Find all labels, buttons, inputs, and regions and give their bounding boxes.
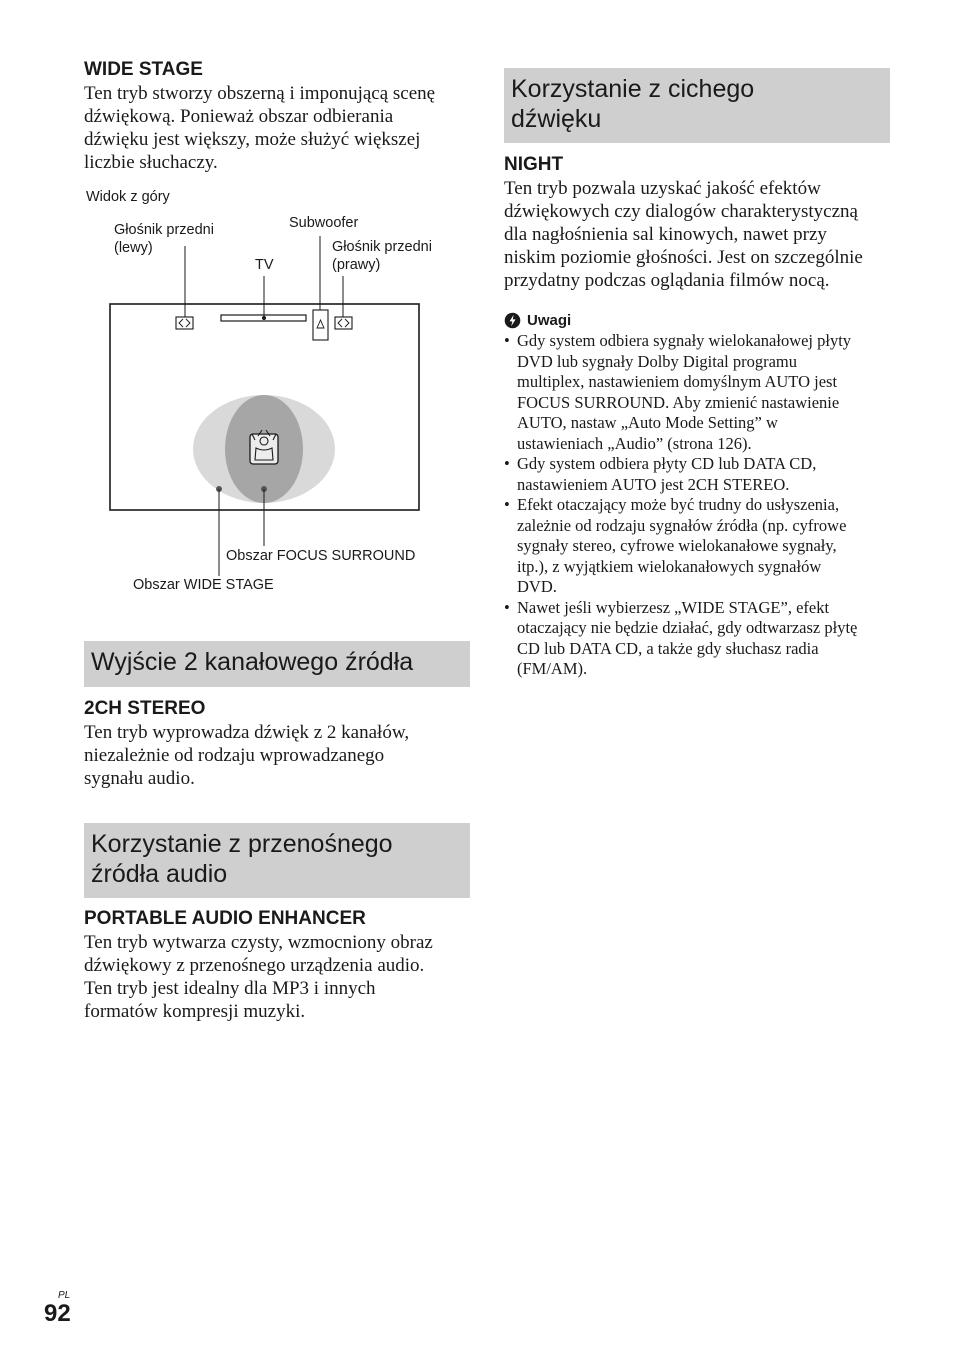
stereo-section — [84, 697, 474, 790]
night-heading: NIGHT — [504, 154, 564, 175]
label-wide-area: Obszar WIDE STAGE — [133, 577, 274, 593]
portable-text: Ten tryb wytwarza czysty, wzmocniony obraz dźwiękowy z przenośnego urządzenia audio. Ten tryb jest idealny dla MP3 i innych formatów kompresji muzyki. — [84, 932, 433, 1022]
diagram-title: Widok z góry — [86, 189, 170, 205]
note-item: • Nawet jeśli wybierzesz „WIDE STAGE”, efekt otaczający nie będzie działać, gdy odtwarzasz płytę CD lub DATA CD, a także gdy słuchasz radia (FM/AM). — [504, 598, 904, 680]
note-item: • Efekt otaczający może być trudny do usłyszenia, zależnie od rodzaju sygnałów źródła (np. cyfrowe sygnały stereo, cyfrowe wielokanałowe sygnały, itp.), z wyjątkiem wielokanałowych sygnałów DVD. — [504, 495, 904, 598]
notes-block — [504, 312, 904, 680]
portable-section — [84, 907, 474, 1023]
front-left-speaker — [176, 317, 193, 329]
subwoofer-shape — [313, 310, 328, 340]
label-front-right: Głośnik przedni (prawy) — [332, 239, 432, 273]
notes-list — [504, 331, 904, 680]
label-subwoofer: Subwoofer — [289, 215, 359, 231]
wide-stage-text: Ten tryb stworzy obszerną i imponującą scenę dźwiękową. Ponieważ obszar odbierania dźwięku jest większy, może służyć większej liczbie słuchaczy. — [84, 83, 436, 173]
night-section — [504, 153, 904, 292]
label-tv: TV — [255, 257, 274, 273]
stereo-text: Ten tryb wyprowadza dźwięk z 2 kanałów, niezależnie od rodzaju wprowadzanego sygnału audio. — [84, 722, 410, 789]
stereo-heading: 2CH STEREO — [84, 698, 206, 719]
page-language: PL — [58, 1290, 71, 1301]
section-title-2ch: Wyjście 2 kanałowego źródła — [84, 641, 470, 687]
front-right-speaker — [335, 317, 352, 329]
notes-header — [504, 312, 904, 329]
section-title-quiet: Korzystanie z cichego dźwięku — [504, 68, 890, 143]
notes-title: Uwagi — [527, 312, 572, 329]
section-title-portable: Korzystanie z przenośnego źródła audio — [84, 823, 470, 898]
note-item: • Gdy system odbiera sygnały wielokanałowej płyty DVD lub sygnały Dolby Digital programu multiplex, nastawieniem domyślnym AUTO jest FOCUS SURROUND. Aby zmienić nastawienie AUTO, nastaw „Auto Mode Setting” w ustawieniach „Audio” (strona 126). — [504, 331, 904, 454]
wide-stage-heading: WIDE STAGE — [84, 59, 203, 80]
listener-icon — [250, 430, 278, 464]
label-front-left: Głośnik przedni (lewy) — [114, 222, 214, 256]
label-focus-area: Obszar FOCUS SURROUND — [226, 548, 416, 564]
note-item: • Gdy system odbiera płyty CD lub DATA CD, nastawieniem AUTO jest 2CH STEREO. — [504, 454, 904, 495]
page-number: 92 — [44, 1300, 71, 1327]
tip-icon — [504, 312, 521, 329]
portable-heading: PORTABLE AUDIO ENHANCER — [84, 908, 366, 929]
night-text: Ten tryb pozwala uzyskać jakość efektów dźwiękowych czy dialogów charakterystyczną dla nagłośnienia sal kinowych, nawet przy niskim poziomie głośności. Jest on szczególnie przydatny podczas oglądania filmów nocą. — [504, 178, 863, 291]
